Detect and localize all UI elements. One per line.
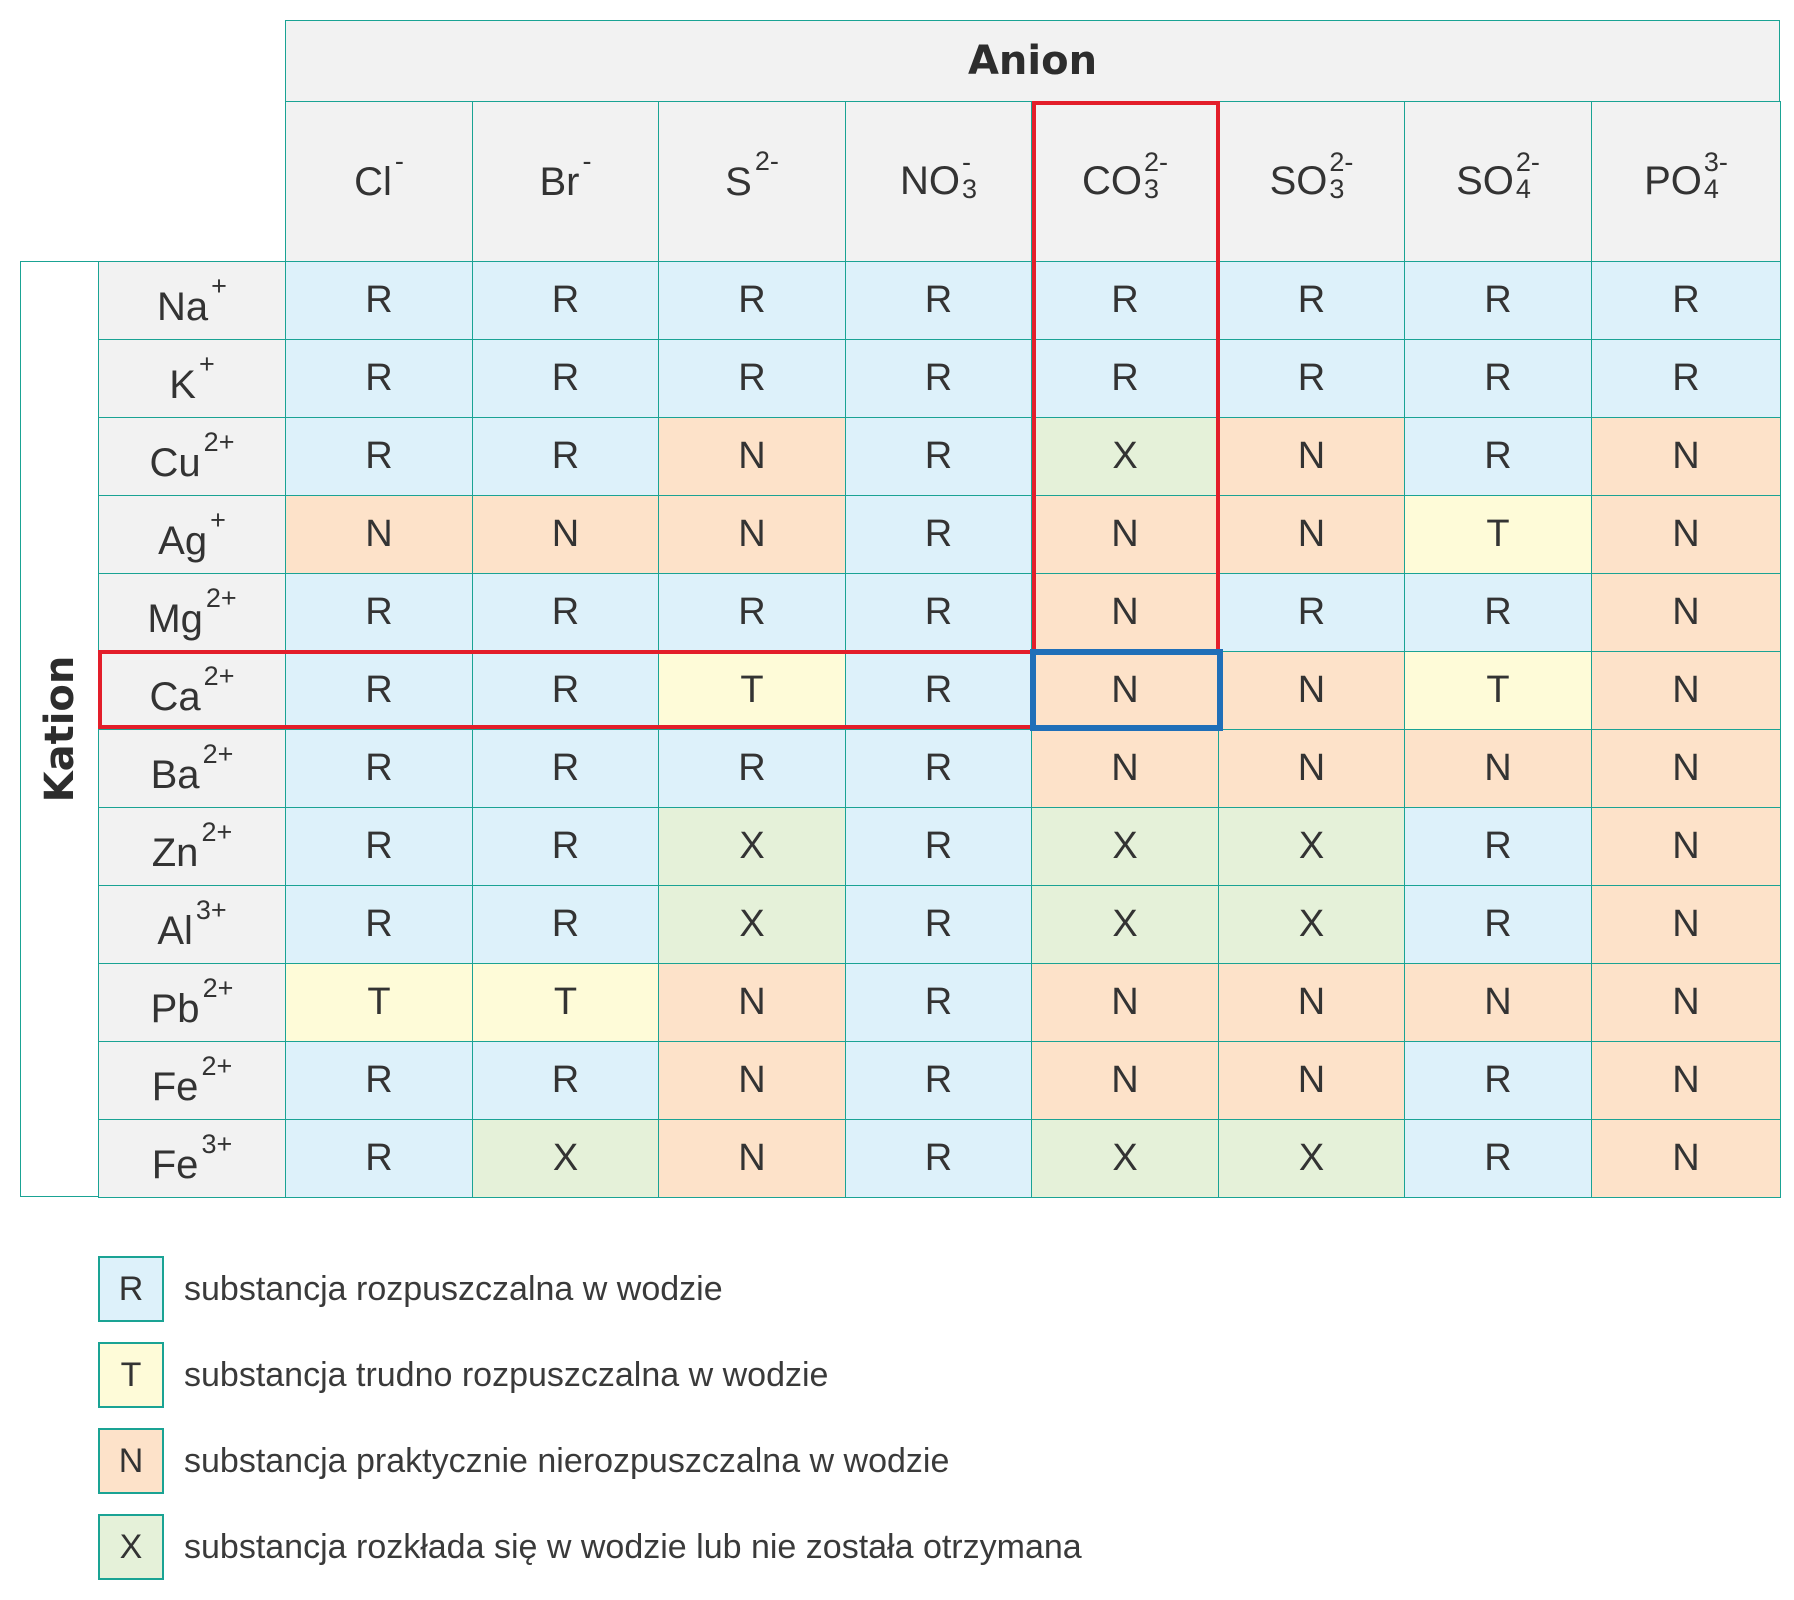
solubility-cell: R bbox=[472, 261, 659, 340]
ion-charge: 2- bbox=[1329, 146, 1354, 177]
legend bbox=[0, 1200, 1794, 1600]
solubility-cell: N bbox=[658, 1119, 846, 1198]
legend-item bbox=[98, 1428, 949, 1494]
anion-header-cell bbox=[845, 101, 1032, 262]
solubility-cell: N bbox=[1591, 885, 1781, 964]
ion-symbol: Fe bbox=[151, 1064, 199, 1109]
legend-swatch: R bbox=[98, 1256, 164, 1322]
legend-text: substancja rozpuszczalna w wodzie bbox=[184, 1269, 723, 1308]
ion-charge: 2+ bbox=[203, 426, 235, 457]
anion-formula bbox=[1456, 146, 1540, 204]
solubility-cell: N bbox=[1031, 651, 1219, 730]
solubility-cell: R bbox=[658, 573, 846, 652]
ion-charge: 2+ bbox=[202, 738, 234, 769]
solubility-cell: N bbox=[1218, 963, 1405, 1042]
solubility-cell: R bbox=[285, 729, 473, 808]
solubility-cell: R bbox=[472, 339, 659, 418]
solubility-cell: R bbox=[845, 261, 1032, 340]
solubility-cell: X bbox=[1218, 1119, 1405, 1198]
ion-symbol: Ag bbox=[158, 518, 208, 563]
solubility-cell: N bbox=[1591, 807, 1781, 886]
legend-item bbox=[98, 1256, 723, 1322]
solubility-cell: R bbox=[845, 1041, 1032, 1120]
solubility-cell: X bbox=[658, 807, 846, 886]
solubility-cell: R bbox=[845, 729, 1032, 808]
ion-symbol: Al bbox=[157, 908, 193, 953]
cation-formula bbox=[149, 660, 235, 719]
legend-text: substancja trudno rozpuszczalna w wodzie bbox=[184, 1355, 829, 1394]
ion-symbol: Cu bbox=[149, 440, 201, 485]
ion-symbol: Pb bbox=[150, 986, 200, 1031]
solubility-cell: R bbox=[1404, 1119, 1592, 1198]
ion-symbol: NO bbox=[899, 158, 960, 203]
ion-symbol: K bbox=[169, 362, 196, 407]
solubility-cell: R bbox=[472, 807, 659, 886]
solubility-cell: N bbox=[1031, 1041, 1219, 1120]
cation-formula bbox=[149, 426, 235, 485]
cation-header-cell bbox=[98, 495, 286, 574]
ion-symbol: S bbox=[725, 159, 752, 204]
solubility-cell: R bbox=[1404, 261, 1592, 340]
solubility-cell: R bbox=[1404, 339, 1592, 418]
ion-symbol: SO bbox=[1269, 158, 1328, 203]
cation-formula bbox=[157, 894, 227, 953]
cation-header-cell bbox=[98, 885, 286, 964]
cation-formula bbox=[151, 1050, 233, 1109]
ion-charge: 2- bbox=[1143, 146, 1168, 177]
cation-header-cell bbox=[98, 1119, 286, 1198]
solubility-cell: N bbox=[285, 495, 473, 574]
solubility-cell: T bbox=[658, 651, 846, 730]
solubility-cell: R bbox=[845, 651, 1032, 730]
solubility-cell: N bbox=[1404, 963, 1592, 1042]
anion-formula bbox=[1269, 146, 1354, 204]
ion-subscript: 3 bbox=[961, 173, 978, 204]
solubility-cell: R bbox=[285, 651, 473, 730]
solubility-cell: R bbox=[1031, 261, 1219, 340]
cation-header-cell bbox=[98, 729, 286, 808]
cation-formula bbox=[157, 270, 227, 329]
solubility-cell: X bbox=[1031, 1119, 1219, 1198]
legend-text: substancja rozkłada się w wodzie lub nie została otrzymana bbox=[184, 1527, 1082, 1566]
ion-symbol: Na bbox=[157, 284, 209, 329]
solubility-cell: T bbox=[285, 963, 473, 1042]
ion-symbol: CO bbox=[1081, 158, 1142, 203]
solubility-cell: R bbox=[285, 885, 473, 964]
legend-swatch: T bbox=[98, 1342, 164, 1408]
ion-charge: - bbox=[394, 145, 404, 176]
solubility-cell: N bbox=[1031, 495, 1219, 574]
anion-header-cell bbox=[658, 101, 846, 262]
solubility-cell: R bbox=[472, 651, 659, 730]
solubility-cell: N bbox=[1591, 1041, 1781, 1120]
solubility-cell: R bbox=[285, 573, 473, 652]
ion-symbol: PO bbox=[1644, 158, 1702, 203]
ion-symbol: SO bbox=[1456, 158, 1514, 203]
solubility-cell: X bbox=[1031, 885, 1219, 964]
cation-header-cell bbox=[98, 573, 286, 652]
kation-label: Kation bbox=[37, 655, 83, 803]
solubility-cell: N bbox=[1591, 651, 1781, 730]
solubility-cell: R bbox=[1404, 885, 1592, 964]
cation-header-cell bbox=[98, 1041, 286, 1120]
anion-formula bbox=[1644, 146, 1728, 204]
solubility-cell: N bbox=[658, 1041, 846, 1120]
solubility-cell: N bbox=[658, 417, 846, 496]
ion-subscript: 3 bbox=[1143, 173, 1160, 204]
cation-formula bbox=[147, 582, 237, 641]
solubility-cell: R bbox=[1591, 339, 1781, 418]
legend-swatch: X bbox=[98, 1514, 164, 1580]
anion-header-cell bbox=[1404, 101, 1592, 262]
cation-header-cell bbox=[98, 807, 286, 886]
solubility-cell: N bbox=[658, 495, 846, 574]
solubility-cell: X bbox=[472, 1119, 659, 1198]
ion-charge: + bbox=[210, 504, 226, 535]
ion-subscript: 4 bbox=[1515, 173, 1531, 204]
ion-symbol: Cl bbox=[354, 159, 392, 204]
solubility-cell: R bbox=[658, 339, 846, 418]
anion-formula bbox=[354, 145, 404, 204]
legend-swatch: N bbox=[98, 1428, 164, 1494]
anion-formula bbox=[725, 145, 779, 204]
solubility-cell: N bbox=[472, 495, 659, 574]
solubility-cell: R bbox=[845, 339, 1032, 418]
ion-charge: - bbox=[961, 146, 971, 177]
legend-item bbox=[98, 1514, 1082, 1580]
solubility-cell: R bbox=[1218, 261, 1405, 340]
solubility-cell: X bbox=[1218, 807, 1405, 886]
solubility-cell: R bbox=[845, 885, 1032, 964]
ion-symbol: Ba bbox=[150, 752, 200, 797]
solubility-cell: R bbox=[1404, 807, 1592, 886]
solubility-cell: N bbox=[1591, 1119, 1781, 1198]
ion-symbol: Zn bbox=[151, 830, 199, 875]
solubility-cell: N bbox=[1218, 651, 1405, 730]
solubility-cell: N bbox=[1031, 573, 1219, 652]
cation-header-cell bbox=[98, 339, 286, 418]
solubility-cell: N bbox=[1031, 729, 1219, 808]
ion-charge: + bbox=[198, 348, 215, 379]
solubility-cell: T bbox=[1404, 651, 1592, 730]
anion-header-cell bbox=[285, 101, 473, 262]
solubility-cell: R bbox=[1404, 417, 1592, 496]
solubility-cell: R bbox=[285, 339, 473, 418]
solubility-cell: N bbox=[1218, 729, 1405, 808]
solubility-cell: R bbox=[845, 1119, 1032, 1198]
solubility-cell: R bbox=[285, 1119, 473, 1198]
solubility-cell: R bbox=[1404, 573, 1592, 652]
solubility-cell: R bbox=[845, 963, 1032, 1042]
solubility-cell: N bbox=[1591, 729, 1781, 808]
solubility-cell: X bbox=[1218, 885, 1405, 964]
solubility-cell: R bbox=[845, 417, 1032, 496]
solubility-cell: R bbox=[1218, 339, 1405, 418]
solubility-cell: X bbox=[1031, 807, 1219, 886]
solubility-cell: X bbox=[658, 885, 846, 964]
solubility-cell: T bbox=[472, 963, 659, 1042]
solubility-cell: T bbox=[1404, 495, 1592, 574]
solubility-cell: N bbox=[1031, 963, 1219, 1042]
ion-charge: 3- bbox=[1703, 146, 1728, 177]
solubility-cell: X bbox=[1031, 417, 1219, 496]
solubility-cell: N bbox=[658, 963, 846, 1042]
solubility-cell: R bbox=[845, 573, 1032, 652]
solubility-cell: R bbox=[285, 807, 473, 886]
anion-header: Anion bbox=[285, 20, 1780, 102]
cation-formula bbox=[150, 972, 234, 1031]
cation-formula bbox=[151, 1128, 233, 1187]
solubility-cell: R bbox=[658, 261, 846, 340]
solubility-cell: R bbox=[472, 573, 659, 652]
solubility-cell: N bbox=[1591, 417, 1781, 496]
solubility-cell: R bbox=[1404, 1041, 1592, 1120]
ion-charge: 2+ bbox=[201, 816, 233, 847]
solubility-cell: R bbox=[285, 417, 473, 496]
ion-subscript: 3 bbox=[1329, 173, 1345, 204]
solubility-cell: R bbox=[1591, 261, 1781, 340]
cation-header-cell bbox=[98, 417, 286, 496]
anion-header-cell bbox=[1218, 101, 1405, 262]
ion-charge: 2+ bbox=[205, 582, 237, 613]
solubility-cell: R bbox=[472, 1041, 659, 1120]
solubility-cell: N bbox=[1591, 573, 1781, 652]
anion-header-cell bbox=[1591, 101, 1781, 262]
cation-header-cell bbox=[98, 651, 286, 730]
cation-formula bbox=[150, 738, 234, 797]
ion-subscript: 4 bbox=[1703, 173, 1719, 204]
cation-formula bbox=[151, 816, 233, 875]
ion-charge: 2+ bbox=[201, 1050, 233, 1081]
solubility-cell: R bbox=[1218, 573, 1405, 652]
anion-formula bbox=[899, 146, 978, 204]
ion-charge: 3+ bbox=[195, 894, 227, 925]
solubility-cell: N bbox=[1591, 495, 1781, 574]
cation-formula bbox=[158, 504, 226, 563]
solubility-cell: R bbox=[845, 495, 1032, 574]
solubility-cell: N bbox=[1218, 495, 1405, 574]
cation-header-cell bbox=[98, 261, 286, 340]
solubility-cell: N bbox=[1404, 729, 1592, 808]
ion-symbol: Mg bbox=[147, 596, 203, 641]
cation-header-cell bbox=[98, 963, 286, 1042]
anion-formula bbox=[539, 145, 592, 204]
solubility-cell: N bbox=[1218, 417, 1405, 496]
ion-charge: 2+ bbox=[202, 972, 234, 1003]
ion-charge: 2- bbox=[1515, 146, 1540, 177]
solubility-cell: R bbox=[845, 807, 1032, 886]
solubility-cell: R bbox=[472, 885, 659, 964]
anion-header-cell bbox=[1031, 101, 1219, 262]
solubility-cell: N bbox=[1591, 963, 1781, 1042]
legend-item bbox=[98, 1342, 828, 1408]
ion-charge: + bbox=[211, 270, 227, 301]
ion-charge: - bbox=[582, 145, 592, 176]
solubility-cell: R bbox=[472, 417, 659, 496]
ion-symbol: Ca bbox=[149, 674, 201, 719]
cation-formula bbox=[169, 348, 215, 407]
solubility-cell: R bbox=[285, 261, 473, 340]
solubility-cell: R bbox=[658, 729, 846, 808]
solubility-cell: R bbox=[472, 729, 659, 808]
ion-symbol: Br bbox=[539, 159, 580, 204]
anion-formula bbox=[1081, 146, 1168, 204]
solubility-cell: R bbox=[285, 1041, 473, 1120]
ion-charge: 3+ bbox=[201, 1128, 233, 1159]
ion-charge: 2+ bbox=[203, 660, 235, 691]
solubility-cell: R bbox=[1031, 339, 1219, 418]
ion-charge: 2- bbox=[754, 145, 779, 176]
ion-symbol: Fe bbox=[151, 1142, 199, 1187]
anion-header-cell bbox=[472, 101, 659, 262]
solubility-cell: N bbox=[1218, 1041, 1405, 1120]
legend-text: substancja praktycznie nierozpuszczalna w wodzie bbox=[184, 1441, 950, 1480]
